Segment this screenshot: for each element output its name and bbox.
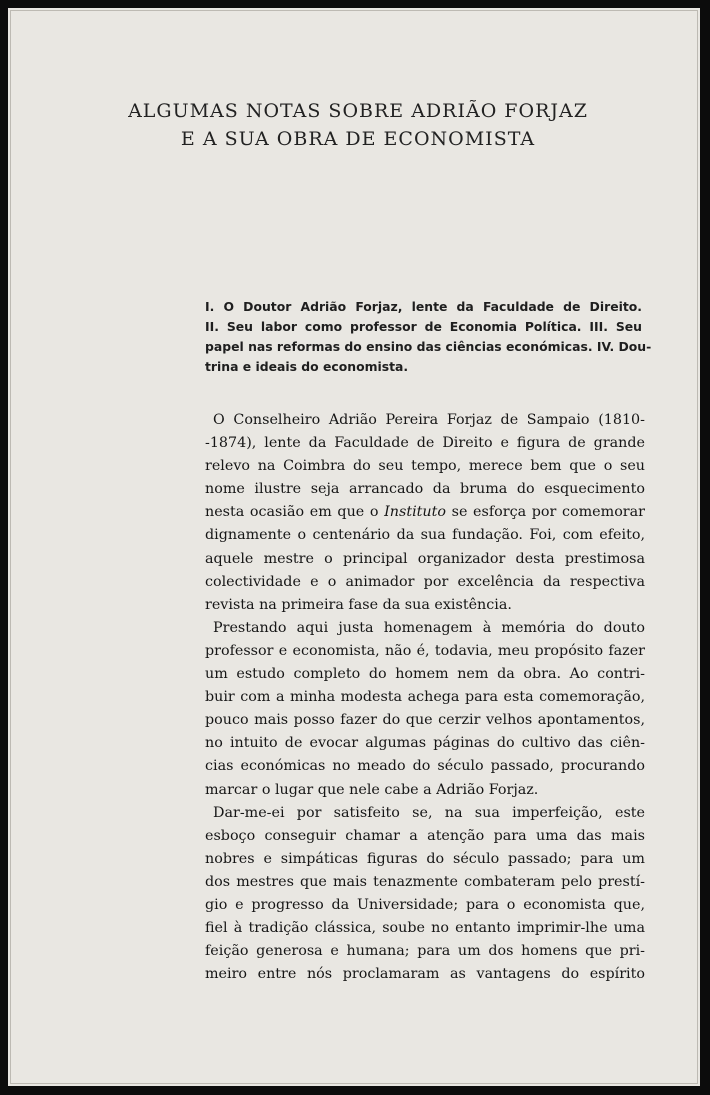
summary-line: I. O Doutor Adrião Forjaz, lente da Faculdade de Direito. bbox=[205, 299, 642, 314]
paragraph-1-line: dignamente o centenário da sua fundação. Foi, com efeito, bbox=[205, 527, 645, 544]
paragraph-1-line: O Conselheiro Adrião Pereira Forjaz de Sampaio (1810- bbox=[213, 412, 645, 428]
paragraph-1-line bbox=[205, 501, 645, 524]
paragraph-3-line: meiro entre nós proclamaram as vantagens do espírito bbox=[205, 966, 645, 983]
paragraph-1-line: aquele mestre o principal organizador desta prestimosa bbox=[205, 550, 645, 567]
paragraph-2-line: pouco mais posso fazer do que cerzir velhos apontamentos, bbox=[205, 712, 645, 729]
text-run: nesta ocasião em que o bbox=[205, 504, 385, 521]
paragraph-1-line: relevo na Coimbra do seu tempo, merece bem que o seu bbox=[205, 458, 645, 475]
text-run: se esforça por comemorar bbox=[445, 504, 645, 521]
paragraph-3-line: nobres e simpáticas figuras do século passado; para um bbox=[205, 850, 645, 867]
paragraph-1-line: -1874), lente da Faculdade de Direito e figura de grande bbox=[205, 435, 645, 452]
paragraph-2-line: marcar o lugar que nele cabe a Adrião Forjaz. bbox=[205, 781, 539, 798]
paragraph-2-line: buir com a minha modesta achega para esta comemoração, bbox=[205, 689, 645, 706]
paragraph-3-line: fiel à tradição clássica, soube no entanto imprimir-lhe uma bbox=[205, 920, 645, 937]
paragraph-2-line: no intuito de evocar algumas páginas do cultivo das ciên- bbox=[205, 735, 645, 752]
document-page bbox=[8, 8, 700, 1086]
summary-line: trina e ideais do economista. bbox=[205, 359, 409, 374]
paragraph-2-line: um estudo completo do homem nem da obra. Ao contri- bbox=[205, 666, 645, 683]
body-text bbox=[205, 409, 645, 986]
paragraph-3-line: esboço conseguir chamar a atenção para uma das mais bbox=[205, 827, 645, 844]
article-title bbox=[108, 97, 608, 153]
title-line-1: ALGUMAS NOTAS SOBRE ADRIÃO FORJAZ bbox=[128, 100, 588, 122]
paragraph-3-line: dos mestres que mais tenazmente combateram pelo prestí- bbox=[205, 873, 645, 890]
chapter-summary bbox=[205, 297, 652, 377]
summary-line: papel nas reformas do ensino das ciências económicas. IV. Dou- bbox=[205, 339, 652, 354]
paragraph-3-line: gio e progresso da Universidade; para o economista que, bbox=[205, 896, 645, 913]
paragraph-1-line: nome ilustre seja arrancado da bruma do esquecimento bbox=[205, 481, 645, 498]
summary-line: II. Seu labor como professor de Economia Política. III. Seu bbox=[205, 319, 642, 334]
paragraph-3-line: feição generosa e humana; para um dos homens que pri- bbox=[205, 943, 645, 960]
institute-name: Instituto bbox=[384, 504, 446, 521]
paragraph-1-line: colectividade e o animador por excelência da respectiva bbox=[205, 573, 645, 590]
paragraph-1-line: revista na primeira fase da sua existência. bbox=[205, 596, 512, 613]
paragraph-2-line: cias económicas no meado do século passado, procurando bbox=[205, 758, 645, 775]
paragraph-2-line: professor e economista, não é, todavia, meu propósito fazer bbox=[205, 642, 645, 659]
paragraph-2-line: Prestando aqui justa homenagem à memória do douto bbox=[213, 619, 645, 636]
paragraph-3-line: Dar-me-ei por satisfeito se, na sua imperfeição, este bbox=[213, 804, 645, 821]
title-line-2: E A SUA OBRA DE ECONOMISTA bbox=[180, 128, 536, 150]
